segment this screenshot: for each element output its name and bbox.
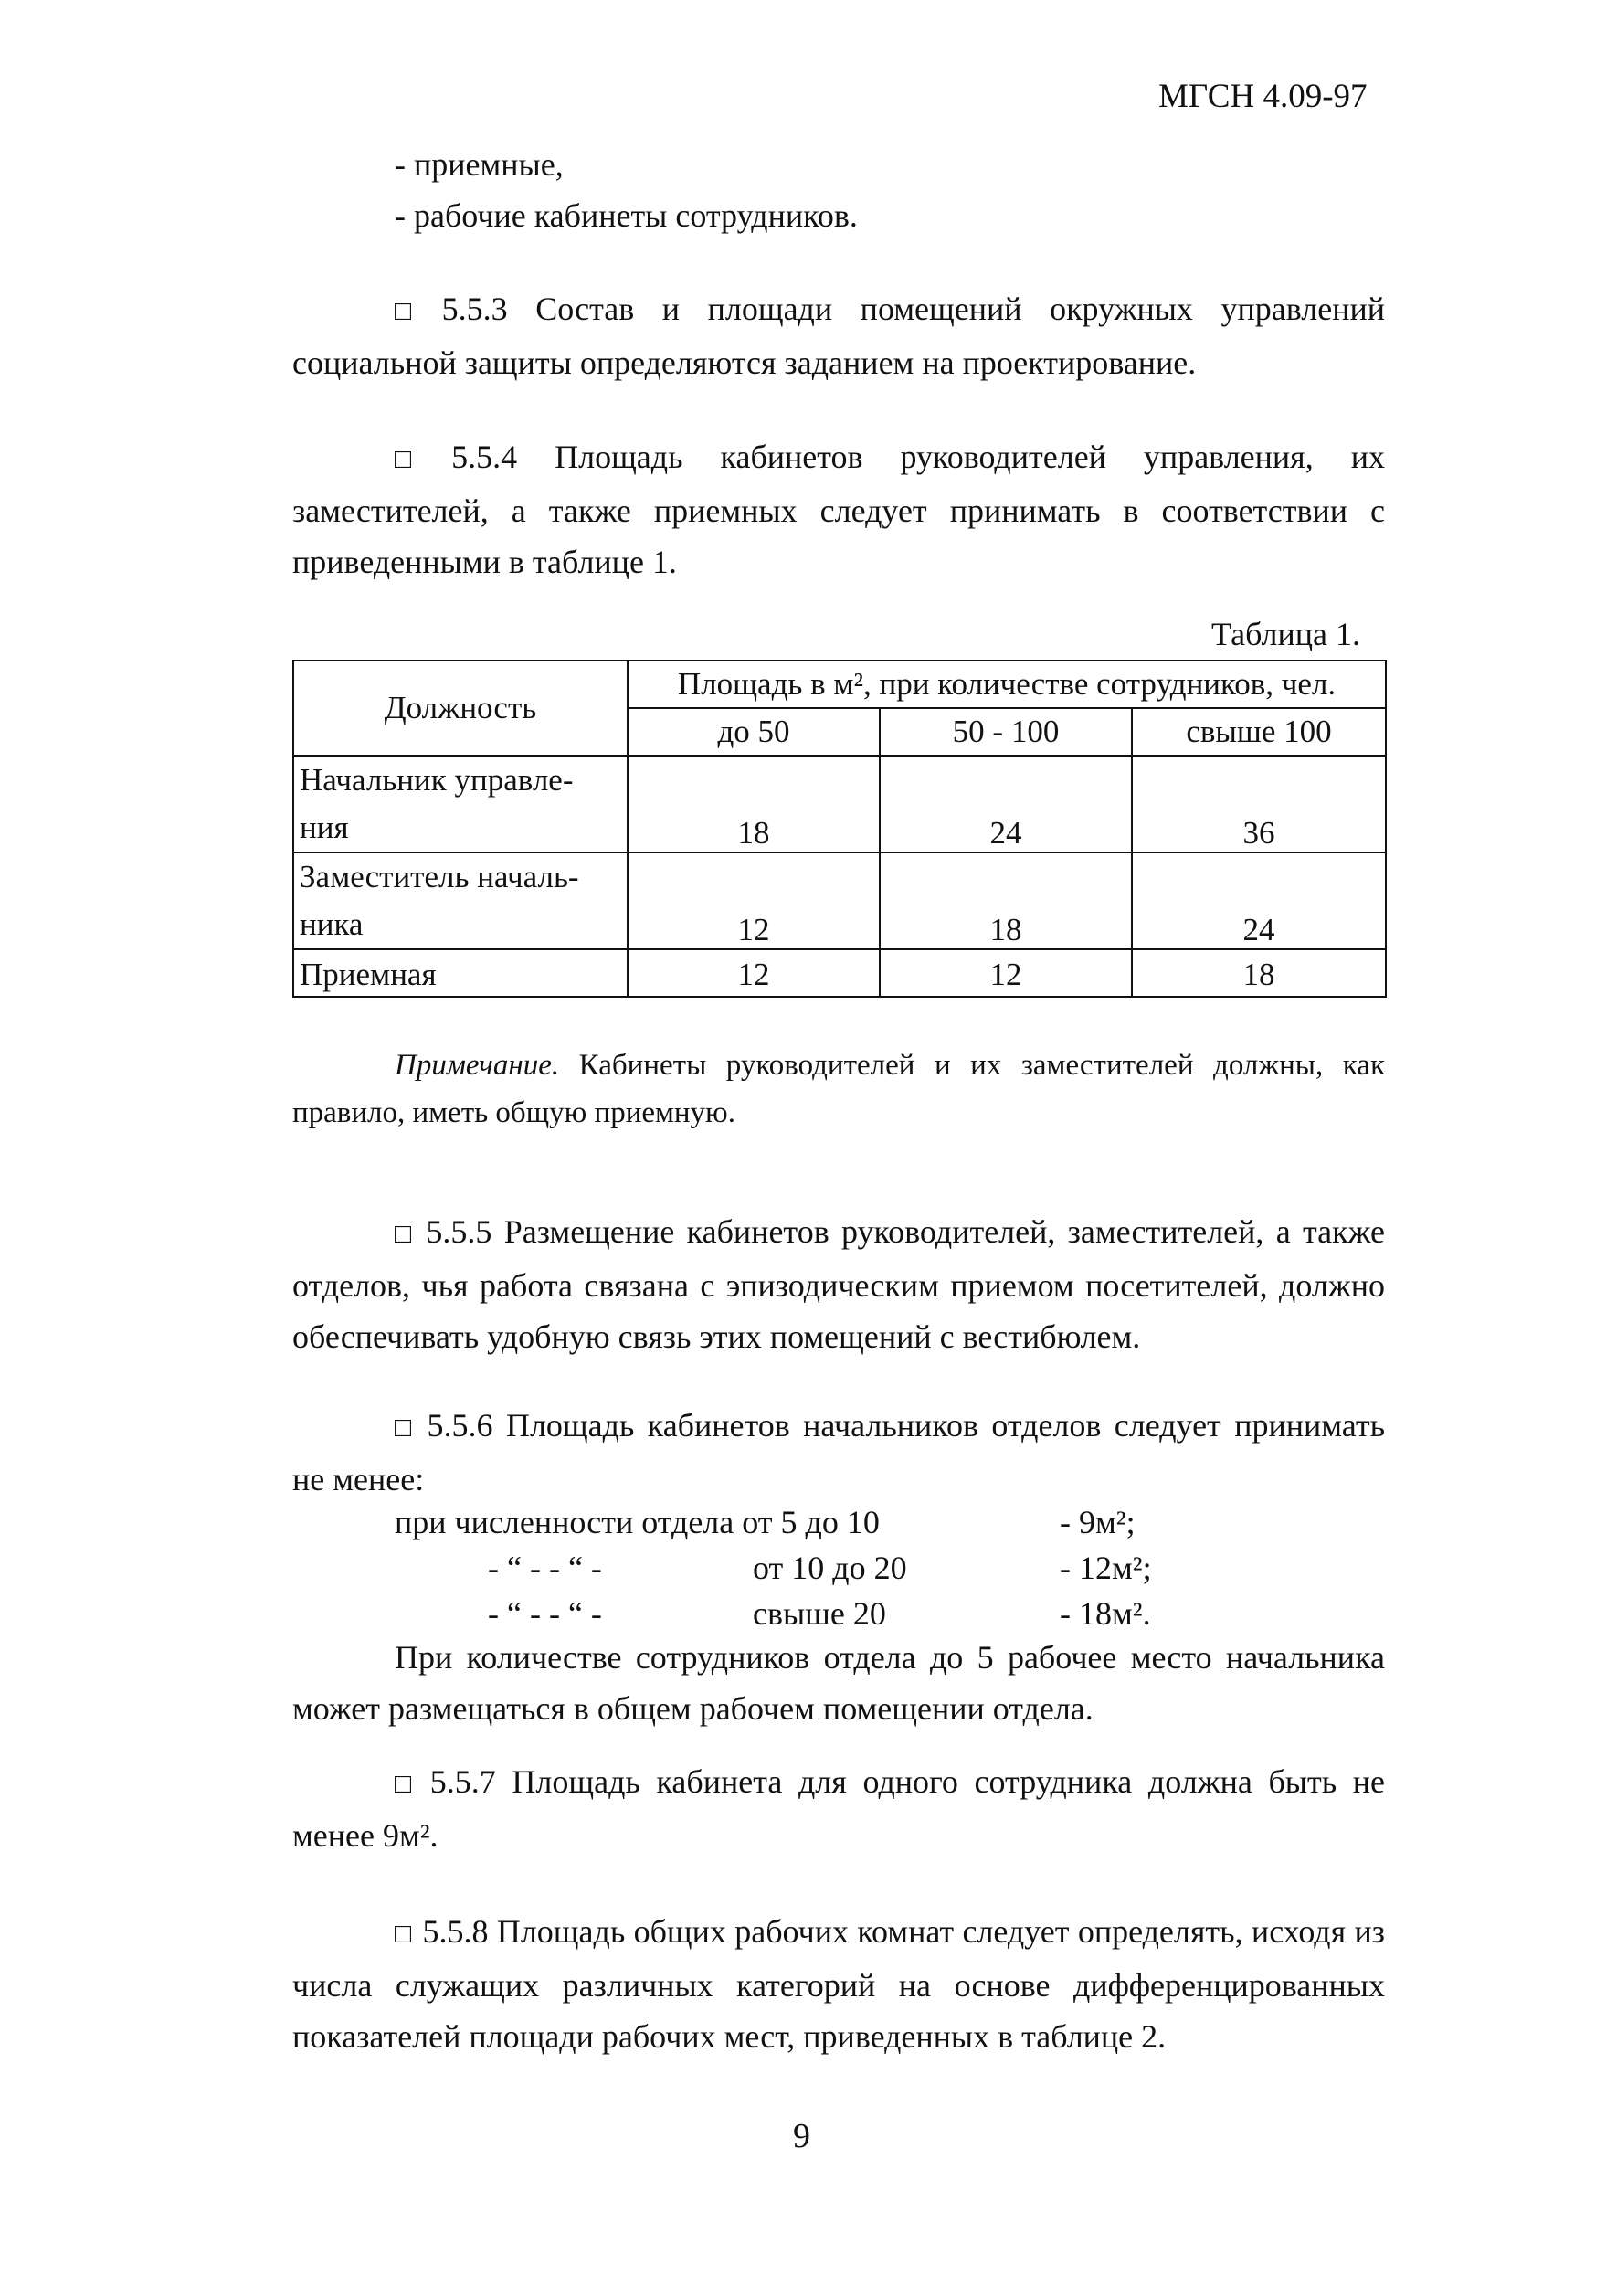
area-condition: от 10 до 20 <box>753 1550 907 1586</box>
subheader-cell: 50 - 100 <box>880 708 1132 756</box>
checkbox-marker-icon: □ <box>395 1769 419 1799</box>
position-cell: Приемная <box>293 949 628 997</box>
paragraph-5-5-4 <box>292 431 1385 587</box>
position-cell <box>293 852 628 949</box>
position-line: ника <box>300 906 364 942</box>
value-cell: 12 <box>628 949 880 997</box>
table-row <box>293 756 1386 852</box>
table-1 <box>292 660 1387 998</box>
value-cell: 18 <box>1132 949 1386 997</box>
checkbox-marker-icon: □ <box>395 296 431 326</box>
note-label: Примечание. <box>395 1049 560 1082</box>
paragraph-5-5-6 <box>292 1400 1385 1505</box>
checkbox-marker-icon: □ <box>395 1413 417 1443</box>
checkbox-marker-icon: □ <box>395 1919 412 1949</box>
position-line: Начальник управле- <box>300 762 574 798</box>
position-line: Заместитель началь- <box>300 859 579 894</box>
paragraph-text: 5.5.6 Площадь кабинетов начальников отделов следует принимать не менее: <box>292 1407 1385 1497</box>
area-value: - 12м²; <box>1060 1550 1152 1586</box>
subheader-cell: до 50 <box>628 708 880 756</box>
checkbox-marker-icon: □ <box>395 1219 416 1249</box>
paragraph-5-5-3 <box>292 283 1385 388</box>
area-header: Площадь в м², при количестве сотрудников, чел. <box>628 661 1386 708</box>
value-cell: 18 <box>628 756 880 852</box>
document-code: МГСН 4.09-97 <box>1158 78 1368 115</box>
note-text: Кабинеты руководителей и их заместителей должны, как правило, иметь общую приемную. <box>292 1049 1385 1129</box>
paragraph-text: 5.5.4 Площадь кабинетов руководителей управления, их заместителей, а также приемных следует принимать в соответствии с приведенными в таблице 1. <box>292 439 1385 580</box>
paragraph-5-5-7 <box>292 1756 1385 1861</box>
ditto-mark: - “ - - “ - <box>488 1595 602 1632</box>
paragraph-5-5-6-continuation: При количестве сотрудников отдела до 5 рабочее место начальника может размещаться в общем рабочем помещении отдела. <box>292 1639 1385 1727</box>
value-cell: 12 <box>880 949 1132 997</box>
paragraph-text: 5.5.8 Площадь общих рабочих комнат следует определять, исходя из числа служащих различных категорий на основе дифференцированных показателей площади рабочих мест, приведенных в таблице 2. <box>292 1913 1386 2055</box>
paragraph-text: 5.5.3 Состав и площади помещений окружных управлений социальной защиты определяются заданием на проектирование. <box>292 291 1385 381</box>
value-cell: 24 <box>880 756 1132 852</box>
area-value: - 9м²; <box>1060 1504 1136 1540</box>
area-condition: свыше 20 <box>753 1595 886 1632</box>
area-condition: при численности отдела от 5 до 10 <box>395 1504 880 1540</box>
table-note <box>292 1042 1385 1137</box>
position-line: ния <box>300 809 349 845</box>
value-cell: 12 <box>628 852 880 949</box>
position-cell <box>293 756 628 852</box>
paragraph-text: 5.5.7 Площадь кабинета для одного сотрудника должна быть не менее 9м². <box>292 1763 1385 1854</box>
ditto-mark: - “ - - “ - <box>488 1550 602 1586</box>
table-row <box>293 852 1386 949</box>
subheader-cell: свыше 100 <box>1132 708 1386 756</box>
value-cell: 36 <box>1132 756 1386 852</box>
paragraph-5-5-8 <box>292 1906 1385 2062</box>
checkbox-marker-icon: □ <box>395 444 441 474</box>
column-header-position: Должность <box>293 661 628 756</box>
list-item: - приемные, <box>395 146 564 183</box>
list-item: - рабочие кабинеты сотрудников. <box>395 197 858 234</box>
table-caption: Таблица 1. <box>1211 616 1360 652</box>
value-cell: 18 <box>880 852 1132 949</box>
table-row <box>293 949 1386 997</box>
paragraph-text: 5.5.5 Размещение кабинетов руководителей, заместителей, а также отделов, чья работа связана с эпизодическим приемом посетителей, должно обеспечивать удобную связь этих помещений с вестибюлем. <box>292 1213 1386 1355</box>
area-value: - 18м². <box>1060 1595 1151 1632</box>
paragraph-5-5-5 <box>292 1206 1385 1362</box>
value-cell: 24 <box>1132 852 1386 949</box>
page-number: 9 <box>793 2117 810 2155</box>
